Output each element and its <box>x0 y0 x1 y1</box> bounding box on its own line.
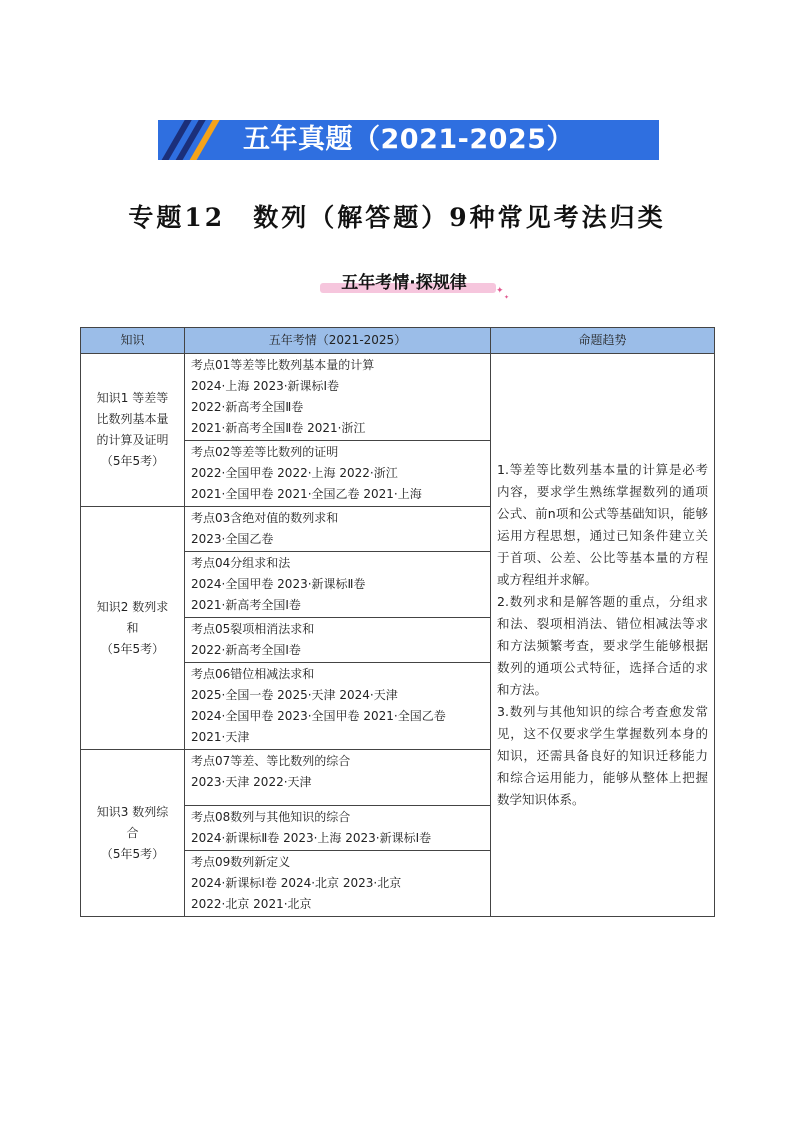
knowledge-cell-3 <box>81 750 185 917</box>
topic-exam-line: 2024·新课标Ⅱ卷 2023·上海 2023·新课标Ⅰ卷 <box>191 831 432 845</box>
banner-text: 五年真题（2021-2025） <box>243 124 574 155</box>
topic-exam-line: 2022·新高考全国Ⅱ卷 <box>191 400 304 414</box>
topic-title: 考点08数列与其他知识的综合 <box>191 810 351 824</box>
topic-cell-04 <box>185 552 491 618</box>
trend-paragraph-2: 2.数列求和是解答题的重点，分组求和法、裂项相消法、错位相减法等求和方法频繁考查，要求学生能够根据数列的通项公式特征，选择合适的求和方法。 <box>497 594 708 697</box>
header-trend: 命题趋势 <box>491 328 715 354</box>
topic-cell-01 <box>185 354 491 441</box>
knowledge-cell-1 <box>81 354 185 507</box>
knowledge-line: （5年5考） <box>100 846 165 861</box>
topic-cell-08 <box>185 806 491 851</box>
header-exam-record: 五年考情（2021-2025） <box>185 328 491 354</box>
trend-paragraph-1: 1.等差等比数列基本量的计算是必考内容，要求学生熟练掌握数列的通项公式、前n项和公式等基础知识，能够运用方程思想，通过已知条件建立关于首项、公差、公比等基本量的方程或方程组并求解。 <box>497 462 708 587</box>
topic-title: 考点07等差、等比数列的综合 <box>191 754 351 768</box>
topic-exam-line: 2022·全国甲卷 2022·上海 2022·浙江 <box>191 466 398 480</box>
page-title: 专题12 数列（解答题）9种常见考法归类 <box>128 203 666 232</box>
topic-title: 考点05裂项相消法求和 <box>191 622 315 636</box>
header-knowledge: 知识 <box>81 328 185 354</box>
knowledge-line: 的计算及证明 <box>96 433 169 447</box>
knowledge-line: 和 <box>126 620 139 635</box>
section-subheading <box>318 270 510 301</box>
topic-cell-07 <box>185 750 491 806</box>
subheading-text: 五年考情·探规律 <box>341 273 467 293</box>
knowledge-line: 知识3 数列综 <box>96 804 169 819</box>
topic-exam-line: 2022·北京 2021·北京 <box>191 897 312 911</box>
sparkle-icon: ✦ <box>504 294 510 301</box>
topic-exam-line: 2021·新高考全国Ⅰ卷 <box>191 598 301 612</box>
topic-title: 考点09数列新定义 <box>191 855 291 869</box>
knowledge-cell-2 <box>81 507 185 750</box>
exam-info-table <box>80 327 715 917</box>
topic-exam-line: 2022·新高考全国Ⅰ卷 <box>191 643 301 657</box>
sparkle-icon: ✦ <box>496 286 504 296</box>
topic-cell-03 <box>185 507 491 552</box>
knowledge-line: 比数列基本量 <box>96 412 169 426</box>
table-header-row <box>81 328 715 354</box>
knowledge-line: 知识2 数列求 <box>96 599 169 614</box>
knowledge-line: 合 <box>126 825 139 840</box>
topic-exam-line: 2023·全国乙卷 <box>191 532 274 546</box>
topic-exam-line: 2021·全国甲卷 2021·全国乙卷 2021·上海 <box>191 487 422 501</box>
topic-exam-line: 2021·新高考全国Ⅱ卷 2021·浙江 <box>191 421 366 435</box>
title-banner <box>158 120 659 160</box>
topic-exam-line: 2025·全国一卷 2025·天津 2024·天津 <box>191 688 398 702</box>
topic-title: 考点03含绝对值的数列求和 <box>191 511 339 525</box>
knowledge-line: （5年5考） <box>100 454 165 468</box>
topic-exam-line: 2023·天津 2022·天津 <box>191 775 312 789</box>
topic-exam-line: 2024·全国甲卷 2023·全国甲卷 2021·全国乙卷 <box>191 709 446 723</box>
topic-title: 考点04分组求和法 <box>191 556 291 570</box>
table-row <box>81 354 715 441</box>
topic-exam-line: 2024·上海 2023·新课标Ⅰ卷 <box>191 379 340 393</box>
topic-cell-02 <box>185 441 491 507</box>
knowledge-line: 知识1 等差等 <box>96 391 169 405</box>
topic-exam-line: 2024·新课标Ⅰ卷 2024·北京 2023·北京 <box>191 876 402 890</box>
topic-exam-line: 2024·全国甲卷 2023·新课标Ⅱ卷 <box>191 577 366 591</box>
topic-title: 考点01等差等比数列基本量的计算 <box>191 358 375 372</box>
trend-paragraph-3: 3.数列与其他知识的综合考查愈发常见，这不仅要求学生掌握数列本身的知识，还需具备良好的知识迁移能力和综合运用能力，能够从整体上把握数学知识体系。 <box>497 704 708 807</box>
topic-cell-09 <box>185 851 491 917</box>
topic-exam-line: 2021·天津 <box>191 730 250 744</box>
topic-title: 考点02等差等比数列的证明 <box>191 445 339 459</box>
topic-cell-05 <box>185 618 491 663</box>
topic-cell-06 <box>185 663 491 750</box>
knowledge-line: （5年5考） <box>100 641 165 656</box>
trend-cell <box>491 354 715 917</box>
topic-title: 考点06错位相减法求和 <box>191 667 315 681</box>
